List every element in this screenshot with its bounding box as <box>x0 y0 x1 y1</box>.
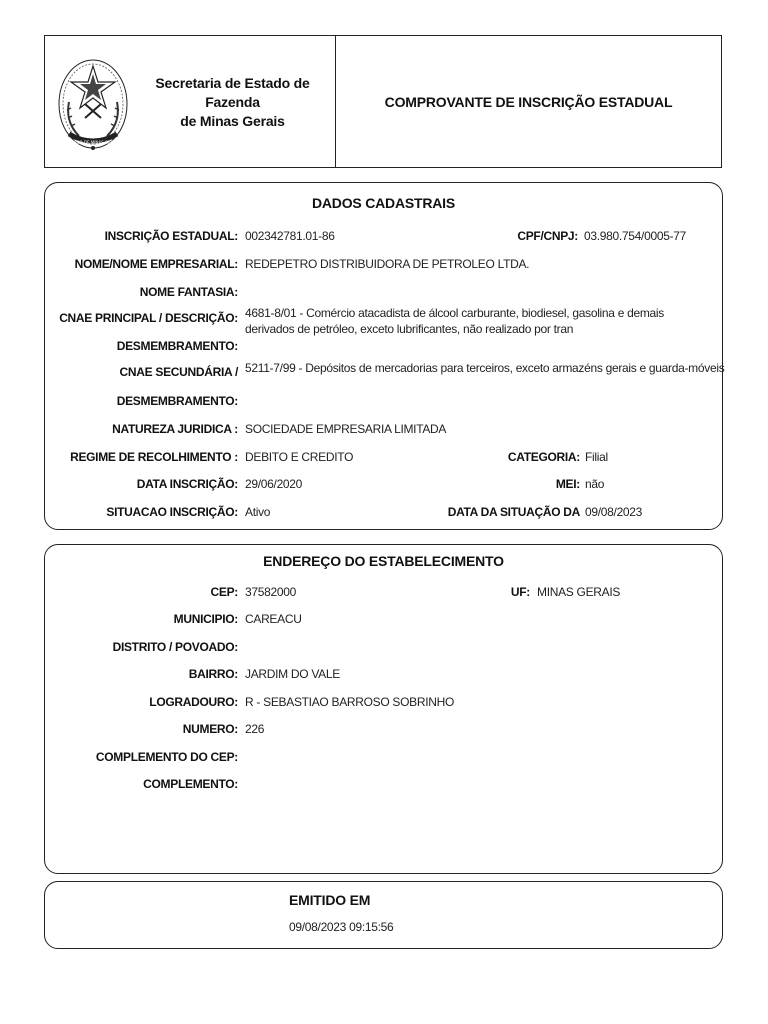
uf-value: MINAS GERAIS <box>537 585 621 599</box>
desmembramento-label: DESMEMBRAMENTO: <box>116 339 238 353</box>
bairro-label: BAIRRO: <box>188 667 238 681</box>
regime-recolhimento-value: DEBITO E CREDITO <box>245 450 354 464</box>
endereco-section <box>44 544 723 874</box>
section-title: DADOS CADASTRAIS <box>311 195 456 211</box>
emitido-value: 09/08/2023 09:15:56 <box>289 920 394 934</box>
situacao-inscricao-label: SITUACAO INSCRIÇÃO: <box>106 505 238 519</box>
categoria-value: Filial <box>585 450 608 464</box>
municipio-value: CAREACU <box>245 612 302 626</box>
nome-empresarial-label: NOME/NOME EMPRESARIAL: <box>74 257 238 271</box>
complemento-cep-label: COMPLEMENTO DO CEP: <box>95 750 238 764</box>
emitido-section <box>44 881 723 949</box>
issuer-name <box>145 74 320 131</box>
document-title: COMPROVANTE DE INSCRIÇÃO ESTADUAL <box>384 93 673 110</box>
section-title: ENDEREÇO DO ESTABELECIMENTO <box>263 553 504 569</box>
regime-recolhimento-label: REGIME DE RECOLHIMENTO : <box>70 450 238 464</box>
natureza-juridica-label: NATUREZA JURIDICA : <box>112 422 238 436</box>
cep-label: CEP: <box>210 585 238 599</box>
inscricao-label: INSCRIÇÃO ESTADUAL: <box>104 229 238 243</box>
numero-label: NUMERO: <box>182 722 238 736</box>
cpf-cnpj-label: CPF/CNPJ: <box>517 229 578 243</box>
header-title-cell <box>336 36 721 167</box>
document-header <box>44 35 722 168</box>
numero-value: 226 <box>245 722 265 736</box>
uf-label: UF: <box>510 585 530 599</box>
section-title: EMITIDO EM <box>289 892 371 908</box>
data-situacao-value: 09/08/2023 <box>585 505 643 519</box>
distrito-label: DISTRITO / POVOADO: <box>112 640 238 654</box>
data-inscricao-value: 29/06/2020 <box>245 477 303 491</box>
data-inscricao-label: DATA INSCRIÇÃO: <box>136 477 238 491</box>
issuer-line: de Minas Gerais <box>180 113 285 129</box>
data-situacao-label: DATA DA SITUAÇÃO DA <box>447 505 580 519</box>
natureza-juridica-value: SOCIEDADE EMPRESARIA LIMITADA <box>245 422 447 436</box>
seal-text: ESTADO DE MINAS GERAIS <box>66 140 120 145</box>
header-issuer-cell <box>45 36 336 167</box>
categoria-label: CATEGORIA: <box>507 450 580 464</box>
mei-value: não <box>585 477 605 491</box>
logradouro-label: LOGRADOURO: <box>149 695 238 709</box>
municipio-label: MUNICIPIO: <box>173 612 238 626</box>
logradouro-value: R - SEBASTIAO BARROSO SOBRINHO <box>245 695 455 709</box>
issuer-line: Secretaria de Estado de <box>155 75 310 91</box>
situacao-inscricao-value: Ativo <box>245 505 271 519</box>
nome-fantasia-label: NOME FANTASIA: <box>139 285 238 299</box>
bairro-value: JARDIM DO VALE <box>245 667 340 681</box>
cnae-principal-value: 4681-8/01 - Comércio atacadista de álcool carburante, biodiesel, gasolina e demais derivados de petróleo, exceto lubrificantes, não realizado por tran <box>245 306 664 336</box>
nome-empresarial-value: REDEPETRO DISTRIBUIDORA DE PETROLEO LTDA. <box>245 257 530 271</box>
cnae-secundaria-value: 5211-7/99 - Depósitos de mercadorias para terceiros, exceto armazéns gerais e guarda-móveis <box>245 361 725 375</box>
cep-value: 37582000 <box>245 585 296 599</box>
inscricao-value: 002342781.01-86 <box>245 229 335 243</box>
desmembramento-label: DESMEMBRAMENTO: <box>116 394 238 408</box>
dados-cadastrais-section <box>44 182 723 530</box>
state-seal-icon <box>55 52 131 152</box>
cnae-secundaria-label: CNAE SECUNDÁRIA / <box>119 365 238 379</box>
cnae-principal-label: CNAE PRINCIPAL / DESCRIÇÃO: <box>59 311 238 325</box>
cpf-cnpj-value: 03.980.754/0005-77 <box>584 229 687 243</box>
complemento-label: COMPLEMENTO: <box>143 777 238 791</box>
mei-label: MEI: <box>555 477 580 491</box>
issuer-line: Fazenda <box>205 94 260 110</box>
